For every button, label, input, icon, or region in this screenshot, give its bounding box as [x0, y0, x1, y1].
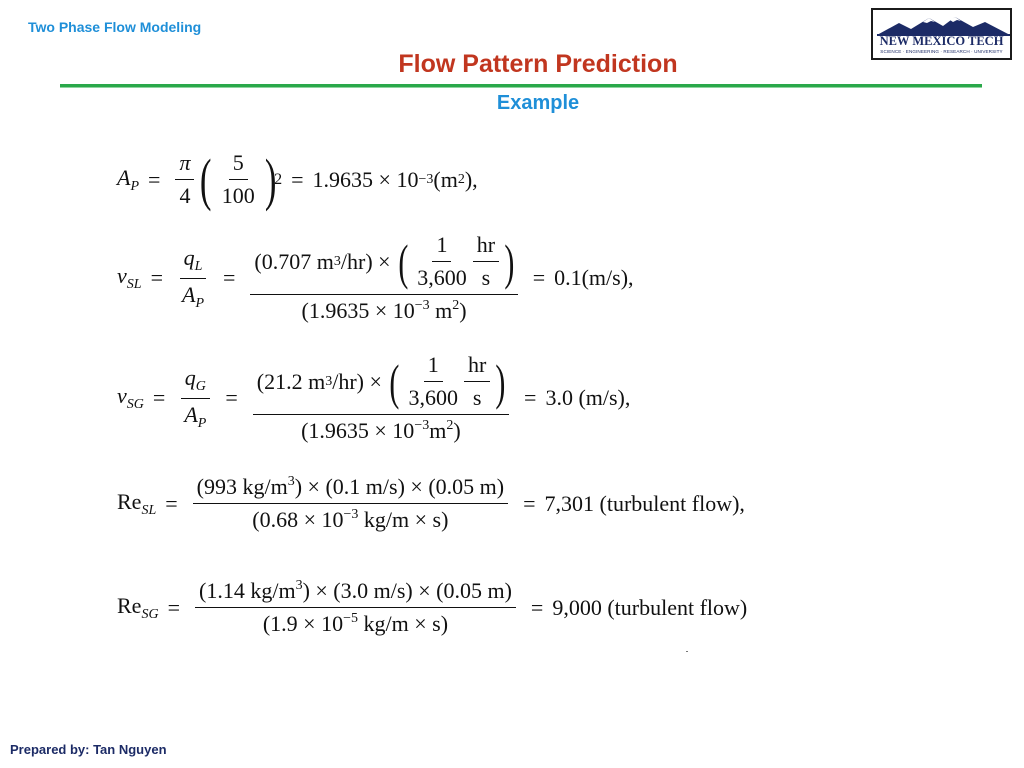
density-exponent: 3	[287, 474, 295, 489]
area-value: (1.9635 × 10	[301, 418, 415, 443]
unit-hr: hr	[464, 352, 490, 382]
flow-rate-unit: /hr) ×	[340, 248, 391, 274]
equation-liquid-reynolds: $Re_{SL}$ = $\frac{(993 kg/m^3) \times (0.1 m/s) \times (0.05 m)}{(0.68 \times 10^{-3} kg/m \times s)}$ = 7,301 (turbulent flow),	[117, 474, 745, 532]
density-term: (1.14 kg/m	[199, 578, 296, 603]
subscript-sg: SG	[141, 606, 159, 622]
pi-over-four	[175, 150, 194, 209]
subscript-sl: SL	[141, 502, 157, 518]
vsg-result: 3.0 (m/s),	[545, 385, 631, 410]
area-unit-exp: 2	[446, 418, 454, 433]
square-exponent: 2	[274, 170, 283, 188]
symbol-v: v	[117, 383, 127, 408]
subscript-p: P	[195, 295, 204, 311]
flow-rate-exponent: 3	[333, 253, 341, 269]
conversion-one: 1	[424, 352, 443, 382]
area-unit: (m	[433, 166, 458, 192]
q-over-a	[180, 365, 210, 432]
symbol-a: A	[184, 401, 198, 427]
denominator-hundred: 100	[221, 183, 255, 208]
viscosity-value: (1.9 × 10	[262, 611, 344, 636]
symbol-v: v	[117, 263, 127, 288]
area-unit-close: ),	[464, 166, 478, 192]
equation-pipe-area: $A_P$ = $\frac{\pi}{4}$ ( $\frac{5}{100}$ ) 2 = 1.9635 × 10 −3 (m 2 ),	[117, 146, 478, 212]
density-exponent: 3	[295, 578, 303, 593]
area-unit-exp: 2	[452, 298, 460, 313]
reynolds-fraction	[195, 578, 516, 637]
numerator-five: 5	[229, 150, 248, 180]
unit-s: s	[481, 265, 491, 290]
slide-subtitle: Example	[496, 92, 580, 114]
area-close: )	[453, 418, 461, 443]
velocity-diameter-term: ) × (3.0 m/s) × (0.05 m)	[302, 578, 512, 603]
symbol-q: q	[183, 244, 195, 270]
title-divider	[60, 84, 982, 88]
symbol-q: q	[184, 364, 196, 390]
viscosity-exponent: −5	[343, 611, 358, 626]
flow-rate-value: (21.2 m	[256, 368, 326, 394]
conversion-3600: 3,600	[408, 385, 459, 410]
q-over-a	[178, 245, 208, 312]
viscosity-exponent: −3	[343, 507, 359, 522]
logo-tagline: SCIENCE · ENGINEERING · RESEARCH · UNIVERSITY	[880, 49, 1003, 54]
area-exponent: −3	[418, 171, 434, 187]
equation-gas-velocity: $v_{SG}$ = $\frac{q_G}{A_P}$ = (21.2 m 3 /hr) × ( $\frac{1}{3,600}$ $\frac{hr}{s}$ ) $(1.9635 \times 10^{-3}m^2)$ = 3.0 (m/s),	[117, 352, 631, 443]
footer-credit: Prepared by: Tan Nguyen	[10, 742, 167, 757]
university-logo	[871, 8, 1012, 60]
conversion-fraction	[405, 352, 463, 411]
area-unit-exponent: 2	[457, 171, 465, 187]
area-exp: −3	[414, 418, 430, 433]
course-title: Two Phase Flow Modeling	[28, 19, 202, 35]
conversion-3600: 3,600	[417, 265, 467, 290]
flow-rate-value: (0.707 m	[254, 248, 334, 274]
symbol-a: A	[181, 281, 196, 307]
stray-mark	[686, 651, 688, 652]
velocity-diameter-term: ) × (0.1 m/s) × (0.05 m)	[294, 474, 505, 499]
symbol-re: Re	[117, 488, 142, 514]
area-value: (1.9635 × 10	[301, 298, 415, 323]
equation-gas-reynolds: $Re_{SG}$ = $\frac{(1.14 kg/m^3) \times (3.0 m/s) \times (0.05 m)}{(1.9 \times 10^{-5} kg/m \times s)}$ = 9,000 (turbulent flow)	[117, 578, 748, 636]
denominator-four: 4	[179, 183, 191, 208]
diameter-fraction	[218, 150, 259, 209]
resl-result: 7,301 (turbulent flow),	[544, 490, 745, 516]
viscosity-unit: kg/m × s)	[358, 611, 449, 636]
velocity-fraction: (21.2 m 3 /hr) × ( $\frac{1}{3,600}$ $\frac{hr}{s}$ ) $(1.9635 \times 10^{-3}m^2)$	[253, 352, 509, 444]
vsl-result: 0.1(m/s),	[554, 265, 634, 290]
density-term: (993 kg/m	[196, 474, 288, 499]
pi-symbol: π	[179, 150, 191, 175]
resg-result: 9,000 (turbulent flow)	[552, 594, 748, 620]
area-unit: m	[429, 418, 447, 443]
subscript-sg: SG	[126, 397, 144, 412]
subscript-p: P	[130, 178, 140, 194]
reynolds-fraction	[193, 474, 508, 533]
unit-hr: hr	[473, 232, 499, 262]
area-unit: m	[429, 298, 453, 323]
viscosity-unit: kg/m × s)	[358, 507, 449, 532]
symbol-a: A	[117, 164, 131, 190]
mountain-logo-icon	[877, 14, 1010, 36]
subscript-p: P	[197, 415, 207, 431]
slide-title: Flow Pattern Prediction	[398, 50, 678, 78]
unit-fraction	[464, 352, 490, 411]
unit-s: s	[472, 385, 482, 410]
subscript-g: G	[195, 378, 206, 394]
symbol-re: Re	[117, 592, 142, 618]
viscosity-value: (0.68 × 10	[252, 507, 344, 532]
logo-name: NEW MEXICO TECH	[879, 34, 1004, 48]
conversion-one: 1	[432, 232, 451, 262]
equation-liquid-velocity: $v_{SL}$ = $\frac{q_L}{A_P}$ = (0.707 m 3 /hr) × ( $\frac{1}{3,600}$ $\frac{hr}{s}$ ) ($1.9635 \times 10^{-3}$ $m^2$) = 0.1(m/s),	[117, 232, 634, 323]
subscript-l: L	[194, 258, 203, 274]
area-close: )	[459, 298, 467, 323]
subscript-sl: SL	[126, 277, 142, 292]
conversion-fraction	[413, 232, 471, 291]
unit-fraction	[473, 232, 499, 291]
flow-rate-unit: /hr) ×	[332, 368, 382, 394]
flow-rate-exponent: 3	[325, 373, 333, 389]
area-exp: −3	[414, 298, 430, 313]
area-result: 1.9635 × 10	[312, 166, 419, 192]
velocity-fraction: (0.707 m 3 /hr) × ( $\frac{1}{3,600}$ $\frac{hr}{s}$ ) ($1.9635 \times 10^{-3}$ $m^2$)	[250, 232, 517, 324]
